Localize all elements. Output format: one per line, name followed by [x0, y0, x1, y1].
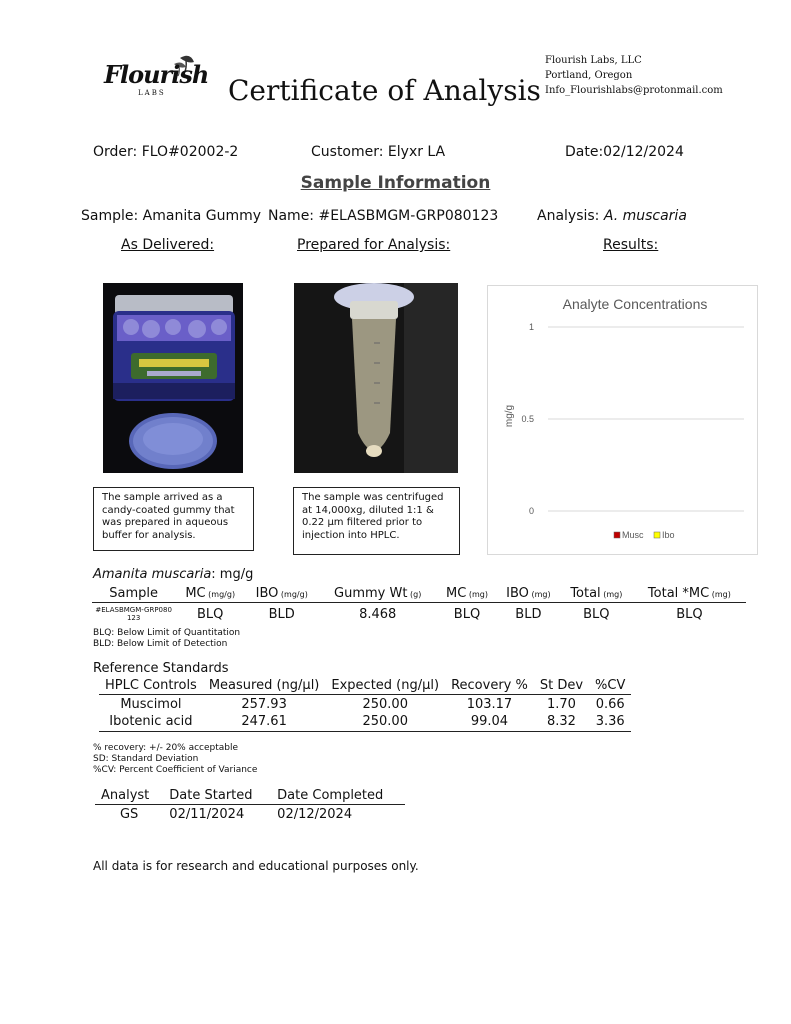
reference-standards-title: Reference Standards: [93, 661, 229, 676]
column-header: Recovery %: [445, 677, 534, 695]
y-axis-label: mg/g: [504, 404, 515, 428]
table-row: [99, 695, 631, 713]
customer: Customer: Elyxr LA: [311, 144, 446, 160]
lab-city: Portland, Oregon: [545, 70, 633, 81]
column-header: HPLC Controls: [99, 677, 203, 695]
y-tick-label: 1: [528, 322, 534, 332]
species-name: Amanita muscaria: [93, 567, 212, 582]
results-table: [92, 585, 746, 622]
table-row: [92, 603, 746, 623]
analyst-table-header: [95, 787, 405, 805]
column-header-label: Total *MC: [647, 586, 710, 601]
gummy-jar-image: [103, 283, 243, 473]
table-cell: 0.66: [595, 697, 625, 712]
column-header-label: IBO: [255, 586, 279, 601]
table-cell: BLD: [515, 606, 542, 622]
note-bld: BLD: Below Limit of Detection: [93, 639, 228, 649]
column-header: St Dev: [534, 677, 589, 695]
lab-address: [545, 53, 723, 98]
centrifuge-tube-image: [294, 283, 458, 473]
reference-standards-table: [99, 677, 631, 732]
table-cell: BLQ: [453, 606, 481, 622]
table-cell: 247.61: [203, 712, 326, 732]
legend-label: Musc: [622, 530, 644, 540]
column-header-unit: (mg/g): [205, 590, 236, 599]
column-header: [497, 585, 560, 603]
column-header: [92, 585, 175, 603]
table-cell: 250.00: [362, 697, 408, 712]
chart-svg: [488, 286, 757, 554]
table-cell: 8.32: [534, 712, 589, 732]
results-unit: : mg/g: [211, 567, 254, 582]
table-cell: 02/12/2024: [277, 807, 353, 822]
analyte-concentrations-chart: [487, 285, 758, 555]
legend-swatch: [614, 532, 620, 538]
table-cell: GS: [119, 807, 139, 822]
order-number: Order: FLO#02002-2: [93, 144, 239, 160]
table-cell: 3.36: [589, 712, 631, 732]
analysis-value: A. muscaria: [603, 208, 687, 224]
results-notes: [93, 628, 240, 650]
report-date: Date:02/12/2024: [565, 144, 684, 160]
table-row: [95, 805, 405, 823]
table-row: [99, 712, 631, 732]
logo-subtext: LABS: [138, 89, 166, 97]
sample-information-heading: Sample Information: [300, 173, 491, 193]
table-cell: BLQ: [676, 606, 703, 622]
note-recovery: % recovery: +/- 20% acceptable: [93, 743, 239, 753]
reference-table-header: [99, 677, 631, 695]
column-header-label: Gummy Wt: [334, 586, 408, 601]
table-cell: 99.04: [445, 712, 534, 732]
analyst-table: [95, 787, 405, 822]
column-header: Expected (ng/µl): [325, 677, 445, 695]
results-heading: Results:: [603, 237, 659, 253]
analysis: [537, 208, 687, 224]
note-cv: %CV: Percent Coefficient of Variance: [93, 765, 258, 775]
prepared-sample-photo: [294, 283, 458, 473]
table-cell: 02/11/2024: [169, 807, 245, 822]
column-header: Date Started: [163, 787, 271, 805]
sample-name: Name: #ELASBMGM-GRP080123: [268, 208, 499, 224]
column-header-label: Total: [570, 586, 601, 601]
column-header-unit: (g): [407, 590, 422, 599]
reference-notes: [93, 743, 257, 776]
y-tick-label: 0: [528, 506, 534, 516]
column-header-unit: (mg): [466, 590, 488, 599]
y-tick-label: 0.5: [521, 414, 534, 424]
footer-disclaimer: All data is for research and educational purposes only.: [93, 859, 419, 873]
column-header: Analyst: [95, 787, 163, 805]
results-table-header: [92, 585, 746, 603]
prepared-caption: The sample was centrifuged at 14,000xg, diluted 1:1 & 0.22 µm filtered prior to injection into HPLC.: [293, 487, 460, 555]
sample-type: Sample: Amanita Gummy: [81, 208, 262, 224]
column-header-unit: (mg/g): [278, 590, 308, 599]
table-cell: BLQ: [583, 606, 610, 622]
column-header-label: MC: [446, 586, 467, 601]
analysis-label: Analysis:: [537, 208, 600, 224]
delivered-caption: The sample arrived as a candy-coated gummy that was prepared in aqueous buffer for analysis.: [93, 487, 254, 551]
logo-text: Flourish: [104, 60, 209, 89]
table-cell: 250.00: [325, 712, 445, 732]
delivered-sample-photo: [103, 283, 243, 473]
note-blq: BLQ: Below Limit of Quantitation: [93, 628, 241, 638]
column-header: [437, 585, 497, 603]
column-header: [318, 585, 437, 603]
chart-title: Analyte Concentrations: [562, 296, 708, 312]
legend-swatch: [654, 532, 660, 538]
table-cell: #ELASBMGM-GRP080123: [95, 606, 172, 622]
column-header-unit: (mg): [600, 590, 623, 599]
column-header: [560, 585, 633, 603]
table-cell: BLQ: [197, 606, 224, 622]
column-header-label: IBO: [506, 586, 529, 601]
column-header: [245, 585, 318, 603]
column-header-unit: (mg): [709, 590, 731, 599]
column-header: [175, 585, 245, 603]
table-cell: 257.93: [241, 697, 287, 712]
note-sd: SD: Standard Deviation: [93, 754, 199, 764]
prepared-heading: Prepared for Analysis:: [297, 237, 451, 253]
lab-name: Flourish Labs, LLC: [545, 55, 642, 66]
page-title: Certificate of Analysis: [228, 74, 541, 107]
column-header: Date Completed: [271, 787, 405, 805]
table-cell: Muscimol: [120, 697, 182, 712]
table-cell: BLD: [268, 606, 295, 622]
table-cell: 1.70: [546, 697, 576, 712]
column-header: [633, 585, 746, 603]
lab-email: Info_Flourishlabs@protonmail.com: [545, 85, 723, 96]
as-delivered-heading: As Delivered:: [121, 237, 215, 253]
table-cell: 8.468: [359, 606, 397, 622]
column-header: %CV: [589, 677, 631, 695]
table-cell: 103.17: [466, 697, 513, 712]
column-header-label: MC: [185, 586, 206, 601]
column-header: Measured (ng/µl): [203, 677, 326, 695]
column-header-label: Sample: [109, 586, 158, 601]
legend-label: Ibo: [662, 530, 675, 540]
column-header-unit: (mg): [528, 590, 551, 599]
table-cell: Ibotenic acid: [99, 712, 203, 732]
results-heading-line: [93, 567, 253, 582]
